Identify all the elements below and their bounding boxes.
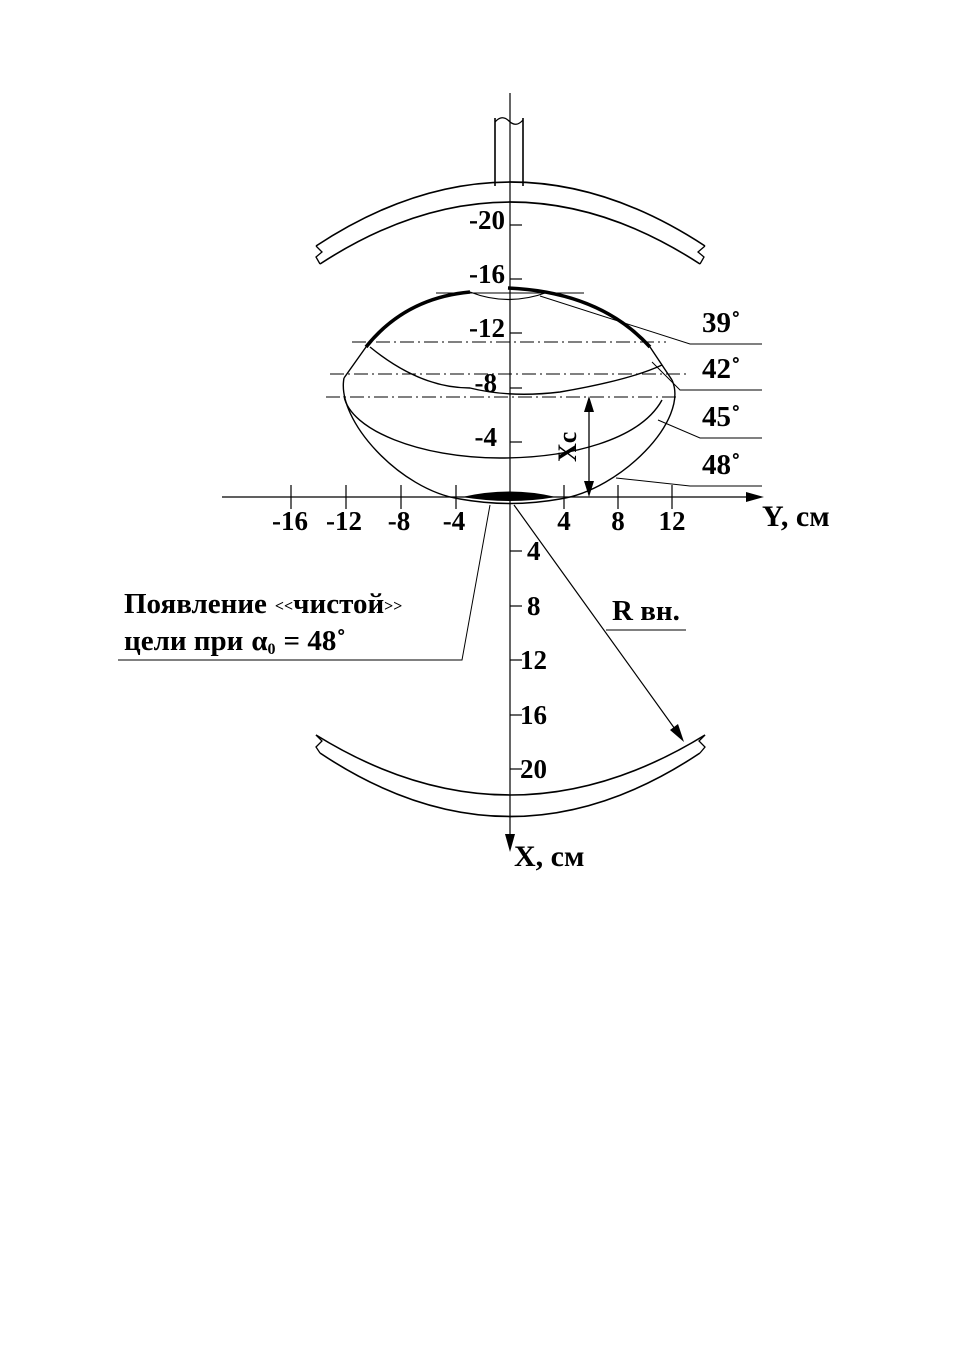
annotation-open-quote: << [274,598,294,615]
x-tick-label: -16 [469,259,505,289]
y-tick-label: -12 [326,506,362,536]
x-tick-label: -8 [474,368,497,398]
annotation-line-2 [124,625,346,658]
x-tick-label: -4 [474,422,497,452]
angle-label-48: 48˚ [702,449,741,481]
trajectory-curves [343,288,675,504]
y-tick-label: -8 [387,506,411,536]
annotation-suffix: = 48˚ [283,625,346,657]
y-tick-label: 12 [658,506,686,536]
level-lines [326,293,686,397]
annotation-word: Появление [124,588,267,620]
y-tick-label: 4 [557,506,571,536]
angle-label-45: 45˚ [702,401,741,433]
x-tick-label: 12 [520,645,547,675]
y-tick-label: -4 [442,506,466,536]
y-tick-labels [272,506,686,536]
annotation-subscript: 0 [267,641,276,658]
radius-arrow-icon [670,724,684,742]
curve-42-left [344,347,366,378]
y-axis-label: Y, см [762,500,830,533]
angle-label-42: 42˚ [702,353,741,385]
annotation-close-quote: >> [384,598,403,615]
x-tick-label: -20 [469,205,505,235]
y-tick-label: -16 [272,506,308,536]
y-tick-label: 8 [611,506,625,536]
feed-tube [495,118,523,186]
clean-target-region [462,492,556,502]
angle-label-39: 39˚ [702,307,741,339]
annotation-prefix: цели при [124,625,244,657]
xc-arrow-up-icon [584,396,594,412]
xc-label: Xc [553,431,582,462]
x-tick-label: 20 [520,754,547,784]
x-tick-label: 8 [527,591,541,621]
x-tick-label: 4 [527,536,541,566]
annotation-alpha: α [251,625,268,657]
annotation-word2: чистой [293,588,385,620]
x-tick-label: 16 [520,700,547,730]
curve-45-inner [344,396,662,458]
radius-label: R вн. [612,595,680,627]
x-tick-label: -12 [469,313,505,343]
curve-45-loop [370,347,662,394]
annotation-line-1 [124,588,402,620]
x-axis-label: X, см [514,840,585,873]
x-axis [505,93,515,852]
curve-39-left [366,292,470,347]
